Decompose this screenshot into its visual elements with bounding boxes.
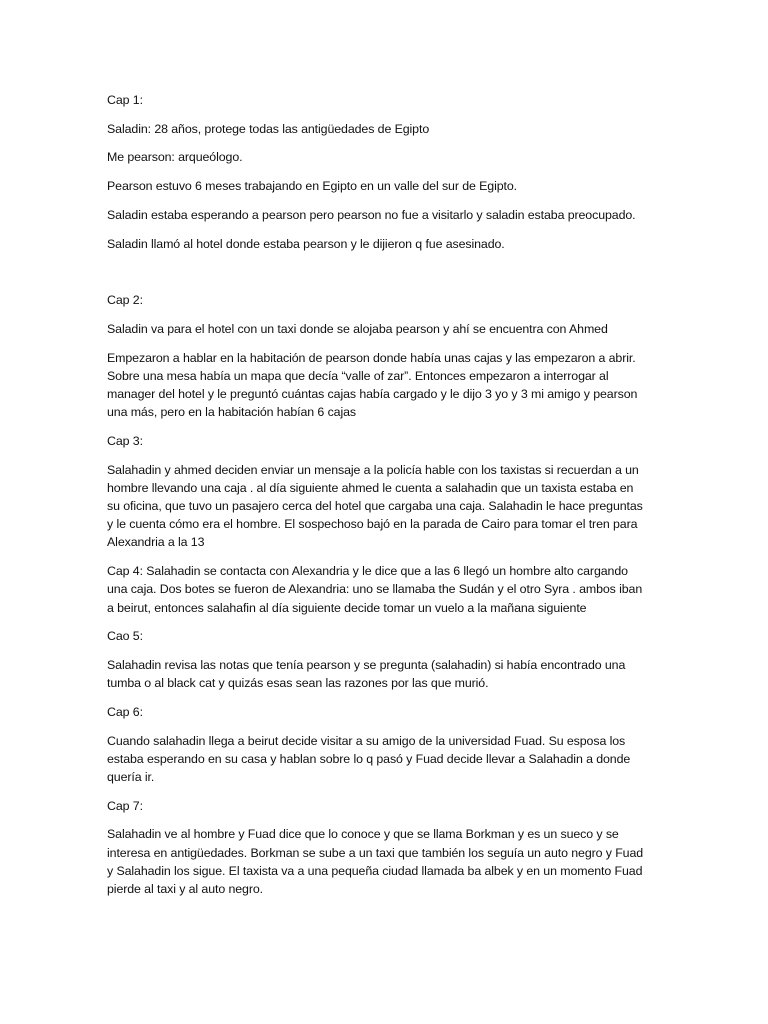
section-gap xyxy=(107,263,647,291)
paragraph-cap-4: Cap 4: Salahadin se contacta con Alexandria y le dice que a las 6 llegó un hombre alto cargando una caja. Dos botes se fueron de Alexandria: uno se llamaba the Sudán y el otro Syra . ambos iban a beirut, entonces salahafin al día siguiente decide tomar un vuelo a la mañana siguiente xyxy=(107,564,643,615)
paragraph: Pearson estuvo 6 meses trabajando en Egipto en un valle del sur de Egipto. xyxy=(107,179,518,194)
heading-cap-6: Cap 6: xyxy=(107,704,143,719)
heading-cap-7: Cap 7: xyxy=(107,798,143,813)
paragraph: Saladin: 28 años, protege todas las antigüedades de Egipto xyxy=(107,121,430,136)
paragraph: Me pearson: arqueólogo. xyxy=(107,150,243,165)
heading-cap-5: Cao 5: xyxy=(107,629,143,644)
paragraph: Salahadin revisa las notas que tenía pearson y se pregunta (salahadin) si había encontrado una tumba o al black cat y quizás esas sean las razones por las que murió. xyxy=(107,657,626,691)
paragraph: Saladin llamó al hotel donde estaba pearson y le dijieron q fue asesinado. xyxy=(107,236,505,251)
heading-cap-2: Cap 2: xyxy=(107,293,143,308)
heading-cap-3: Cap 3: xyxy=(107,433,143,448)
paragraph: Salahadin y ahmed deciden enviar un mensaje a la policía hable con los taxistas si recuerdan a un hombre llevando una caja . al día siguiente ahmed le cuenta a salahadin que un taxista estaba en su oficina, que tuvo un pasajero cerca del hotel que cargaba una caja. Salahadin le hace preguntas y le cuenta cómo era el hombre. El sospechoso bajó en la parada de Cairo para tomar el tren para Alexandria a la 13 xyxy=(107,462,643,550)
heading-cap-1: Cap 1: xyxy=(107,93,143,107)
paragraph: Empezaron a hablar en la habitación de pearson donde había unas cajas y las empezaron a abrir. Sobre una mesa había un mapa que decía “valle of zar”. Entonces empezaron a interrogar al manager del hotel y le preguntó cuántas cajas había cargado y le dijo 3 yo y 3 mi amigo y pearson una más, pero en la habitación habían 6 cajas xyxy=(107,350,638,420)
paragraph: Cuando salahadin llega a beirut decide visitar a su amigo de la universidad Fuad. Su esposa los estaba esperando en su casa y hablan sobre lo q pasó y Fuad decide llevar a Salahadin a donde quería ir. xyxy=(107,733,631,784)
paragraph: Saladin estaba esperando a pearson pero pearson no fue a visitarlo y saladin estaba preocupado. xyxy=(107,207,636,222)
paragraph: Salahadin ve al hombre y Fuad dice que lo conoce y que se llama Borkman y es un sueco y se interesa en antigüedades. Borkman se sube a un taxi que también los seguía un auto negro y Fuad y Salahadin los sigue. El taxista va a una pequeña ciudad llamada ba albek y en un momento Fuad pierde al taxi y al auto negro. xyxy=(107,827,644,896)
paragraph: Saladin va para el hotel con un taxi donde se alojaba pearson y ahí se encuentra con Ahmed xyxy=(107,321,608,336)
document-page xyxy=(107,91,647,909)
